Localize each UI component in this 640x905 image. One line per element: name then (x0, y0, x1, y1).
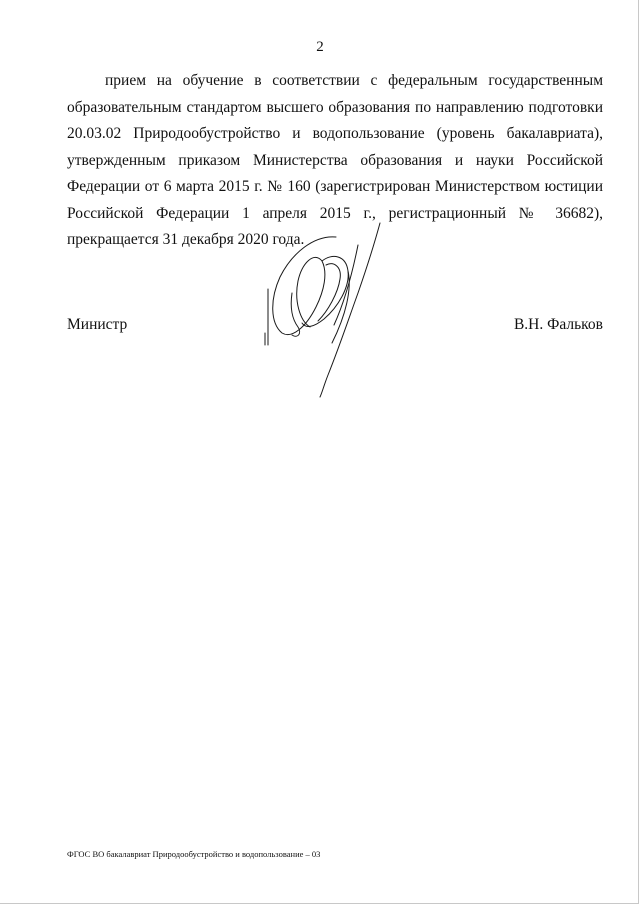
body-line: 20.03.02 Природообустройство и водопользование (уровень бакалавриата), (67, 125, 603, 142)
handwritten-signature (262, 215, 392, 400)
body-line: Российской Федерации 1 апреля 2015 г., регистрационный № 36682), (67, 204, 603, 222)
signature-block (67, 316, 603, 338)
body-line: Федерации от 6 марта 2015 г. № 160 (зарегистрирован Министерством юстиции (67, 178, 603, 195)
signer-name: В.Н. Фальков (513, 316, 603, 333)
page-number: 2 (316, 39, 324, 55)
signer-title: Министр (67, 316, 128, 333)
body-line-last: прекращается 31 декабря 2020 года. (67, 231, 305, 248)
body-line: образовательным стандартом высшего образования по направлению подготовки (67, 98, 603, 116)
body-line: прием на обучение в соответствии с федеральным государственным (105, 72, 603, 89)
body-line: утвержденным приказом Министерства образования и науки Российской (67, 151, 603, 169)
footer-text: ФГОС ВО бакалавриат Природообустройство и водопользование – 03 (67, 849, 321, 859)
